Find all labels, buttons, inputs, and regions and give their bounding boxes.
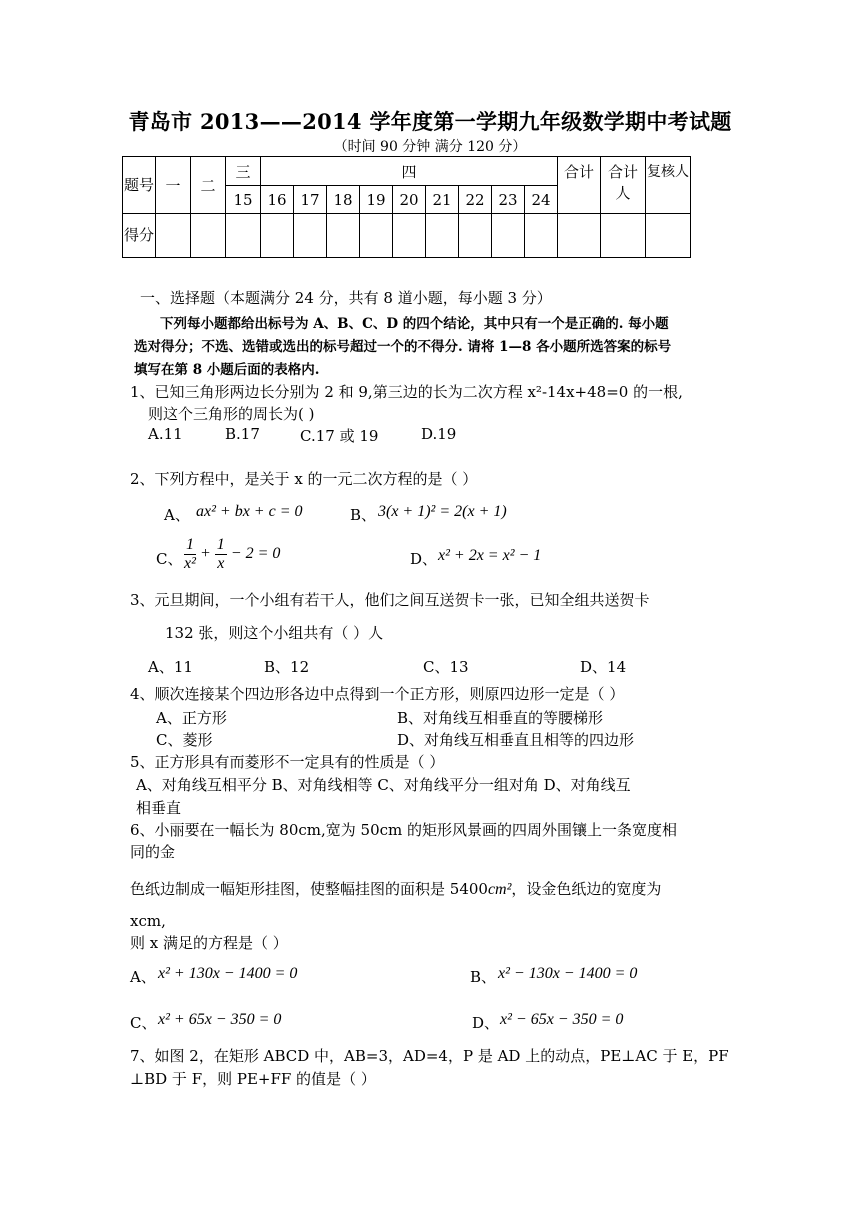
q2-option-c-math: [184, 536, 280, 572]
score-table: [122, 156, 691, 258]
fraction: [215, 536, 227, 572]
q2-option-d-math: x² + 2x = x² − 1: [438, 547, 542, 564]
score-cell: [459, 214, 492, 258]
score-table-header-1: 一: [156, 157, 191, 214]
q6-option-d-label: D、: [472, 1014, 500, 1032]
question-3-line1: 3、元旦期间，一个小组有若干人，他们之间互送贺卡一张，已知全组共送贺卡: [130, 591, 650, 609]
q6-option-c-math: x² + 65x − 350 = 0: [158, 1011, 282, 1028]
score-table-num: 17: [294, 186, 327, 214]
score-table-num: 24: [525, 186, 558, 214]
q6-option-b-label: B、: [470, 968, 497, 986]
q6-option-a-math: x² + 130x − 1400 = 0: [158, 965, 298, 982]
score-table-header-3: 三: [226, 157, 261, 186]
score-cell: [156, 214, 191, 258]
question-6-line3: [130, 878, 661, 899]
exam-subtitle: （时间 90 分钟 满分 120 分）: [333, 139, 527, 155]
q3-option-c: C、13: [423, 658, 469, 676]
score-table-header-2: 二: [191, 157, 226, 214]
score-cell: [601, 214, 646, 258]
score-table-num: 21: [426, 186, 459, 214]
q2-option-a-label: A、: [164, 506, 190, 524]
instruction-line: 选对得分；不选、选错或选出的标号超过一个的不得分. 请将 1—8 各小题所选答案的标号: [134, 339, 672, 355]
instruction-line: 填写在第 8 小题后面的表格内.: [134, 362, 320, 378]
exam-title: 青岛市 2013——2014 学年度第一学期九年级数学期中考试题: [128, 109, 732, 134]
question-6-line2: 同的金: [130, 843, 176, 861]
area-unit: cm²: [487, 881, 512, 898]
q4-option-a: A、正方形: [156, 709, 227, 727]
score-cell: [646, 214, 691, 258]
question-7-line1: 7、如图 2，在矩形 ABCD 中，AB=3，AD=4，P 是 AD 上的动点，PE⊥AC 于 E，PF: [130, 1047, 729, 1065]
score-cell: [294, 214, 327, 258]
score-table-header-total: 合计: [558, 157, 601, 214]
score-table-num: 19: [360, 186, 393, 214]
question-5-options-cont: 相垂直: [136, 799, 182, 817]
question-2-stem: 2、下列方程中，是关于 x 的一元二次方程的是（ ）: [130, 470, 478, 488]
score-cell: [261, 214, 294, 258]
question-4-stem: 4、顺次连接某个四边形各边中点得到一个正方形，则原四边形一定是（ ）: [130, 685, 625, 703]
score-table-num: 16: [261, 186, 294, 214]
q2-option-b-label: B、: [350, 506, 377, 524]
question-5-options: A、对角线互相平分 B、对角线相等 C、对角线平分一组对角 D、对角线互: [136, 776, 631, 794]
question-6-line3-text: 色纸边制成一幅矩形挂图，使整幅挂图的面积是 5400: [130, 880, 488, 898]
score-cell: [525, 214, 558, 258]
q3-option-a: A、11: [148, 658, 193, 676]
score-table-num: 20: [393, 186, 426, 214]
score-cell: [360, 214, 393, 258]
fraction-den: x: [217, 554, 225, 572]
question-1-line1: 1、已知三角形两边长分别为 2 和 9,第三边的长为二次方程 x²-14x+48=0 的一根,: [130, 383, 683, 401]
q2-option-a-math: ax² + bx + c = 0: [196, 503, 303, 520]
question-6-line3-text: ，设金色纸边的宽度为: [511, 880, 662, 898]
score-cell: [393, 214, 426, 258]
score-cell: [226, 214, 261, 258]
q4-option-c: C、菱形: [156, 731, 213, 749]
fraction: [184, 536, 196, 572]
score-cell: [327, 214, 360, 258]
instruction-line: 下列每小题都给出标号为 A、B、C、D 的四个结论，其中只有一个是正确的. 每小题: [160, 316, 669, 332]
score-cell: [558, 214, 601, 258]
fraction-num: 1: [216, 536, 225, 553]
q1-option-b: B.17: [225, 425, 260, 443]
score-table-header-reviewer: 复核人: [646, 157, 691, 214]
question-6-line5: 则 x 满足的方程是（ ）: [130, 934, 288, 952]
q2-option-c-label: C、: [156, 550, 183, 568]
q2-option-d-label: D、: [410, 550, 438, 568]
q4-option-d: D、对角线互相垂直且相等的四边形: [397, 731, 635, 749]
plus-sign: +: [200, 544, 211, 562]
q2-option-b-math: 3(x + 1)² = 2(x + 1): [378, 503, 507, 520]
question-6-line4: xcm,: [130, 912, 166, 930]
q6-option-c-label: C、: [130, 1014, 157, 1032]
question-5-stem: 5、正方形具有而菱形不一定具有的性质是（ ）: [130, 753, 445, 771]
score-cell: [191, 214, 226, 258]
score-cell: [492, 214, 525, 258]
question-1-line2: 则这个三角形的周长为( ): [148, 405, 315, 423]
q6-option-b-math: x² − 130x − 1400 = 0: [498, 965, 638, 982]
fraction-den: x²: [184, 554, 196, 572]
score-table-row-label: 得分: [123, 214, 156, 258]
equation-tail: − 2 = 0: [230, 544, 281, 562]
fraction-num: 1: [186, 536, 194, 553]
q3-option-b: B、12: [264, 658, 310, 676]
q1-option-d: D.19: [421, 425, 457, 443]
q6-option-d-math: x² − 65x − 350 = 0: [500, 1011, 624, 1028]
score-table-header-tihao: 题号: [123, 157, 156, 214]
score-table-num: 22: [459, 186, 492, 214]
question-7-line2: ⊥BD 于 F，则 PE+FF 的值是（ ）: [130, 1070, 376, 1088]
score-table-num: 18: [327, 186, 360, 214]
score-table-num: 15: [226, 186, 261, 214]
score-table-num: 23: [492, 186, 525, 214]
q1-option-c: C.17 或 19: [300, 427, 379, 445]
section-heading: 一、选择题（本题满分 24 分，共有 8 道小题，每小题 3 分）: [140, 289, 552, 307]
q4-option-b: B、对角线互相垂直的等腰梯形: [397, 709, 604, 727]
q1-option-a: A.11: [148, 425, 183, 443]
score-table-header-scorer: 合计人: [601, 157, 646, 214]
question-6-line1: 6、小丽要在一幅长为 80cm,宽为 50cm 的矩形风景画的四周外围镶上一条宽度相: [130, 821, 678, 839]
q6-option-a-label: A、: [130, 968, 156, 986]
question-3-line2: 132 张，则这个小组共有（ ）人: [165, 624, 384, 642]
q3-option-d: D、14: [580, 658, 627, 676]
score-cell: [426, 214, 459, 258]
score-table-header-4: 四: [261, 157, 558, 186]
